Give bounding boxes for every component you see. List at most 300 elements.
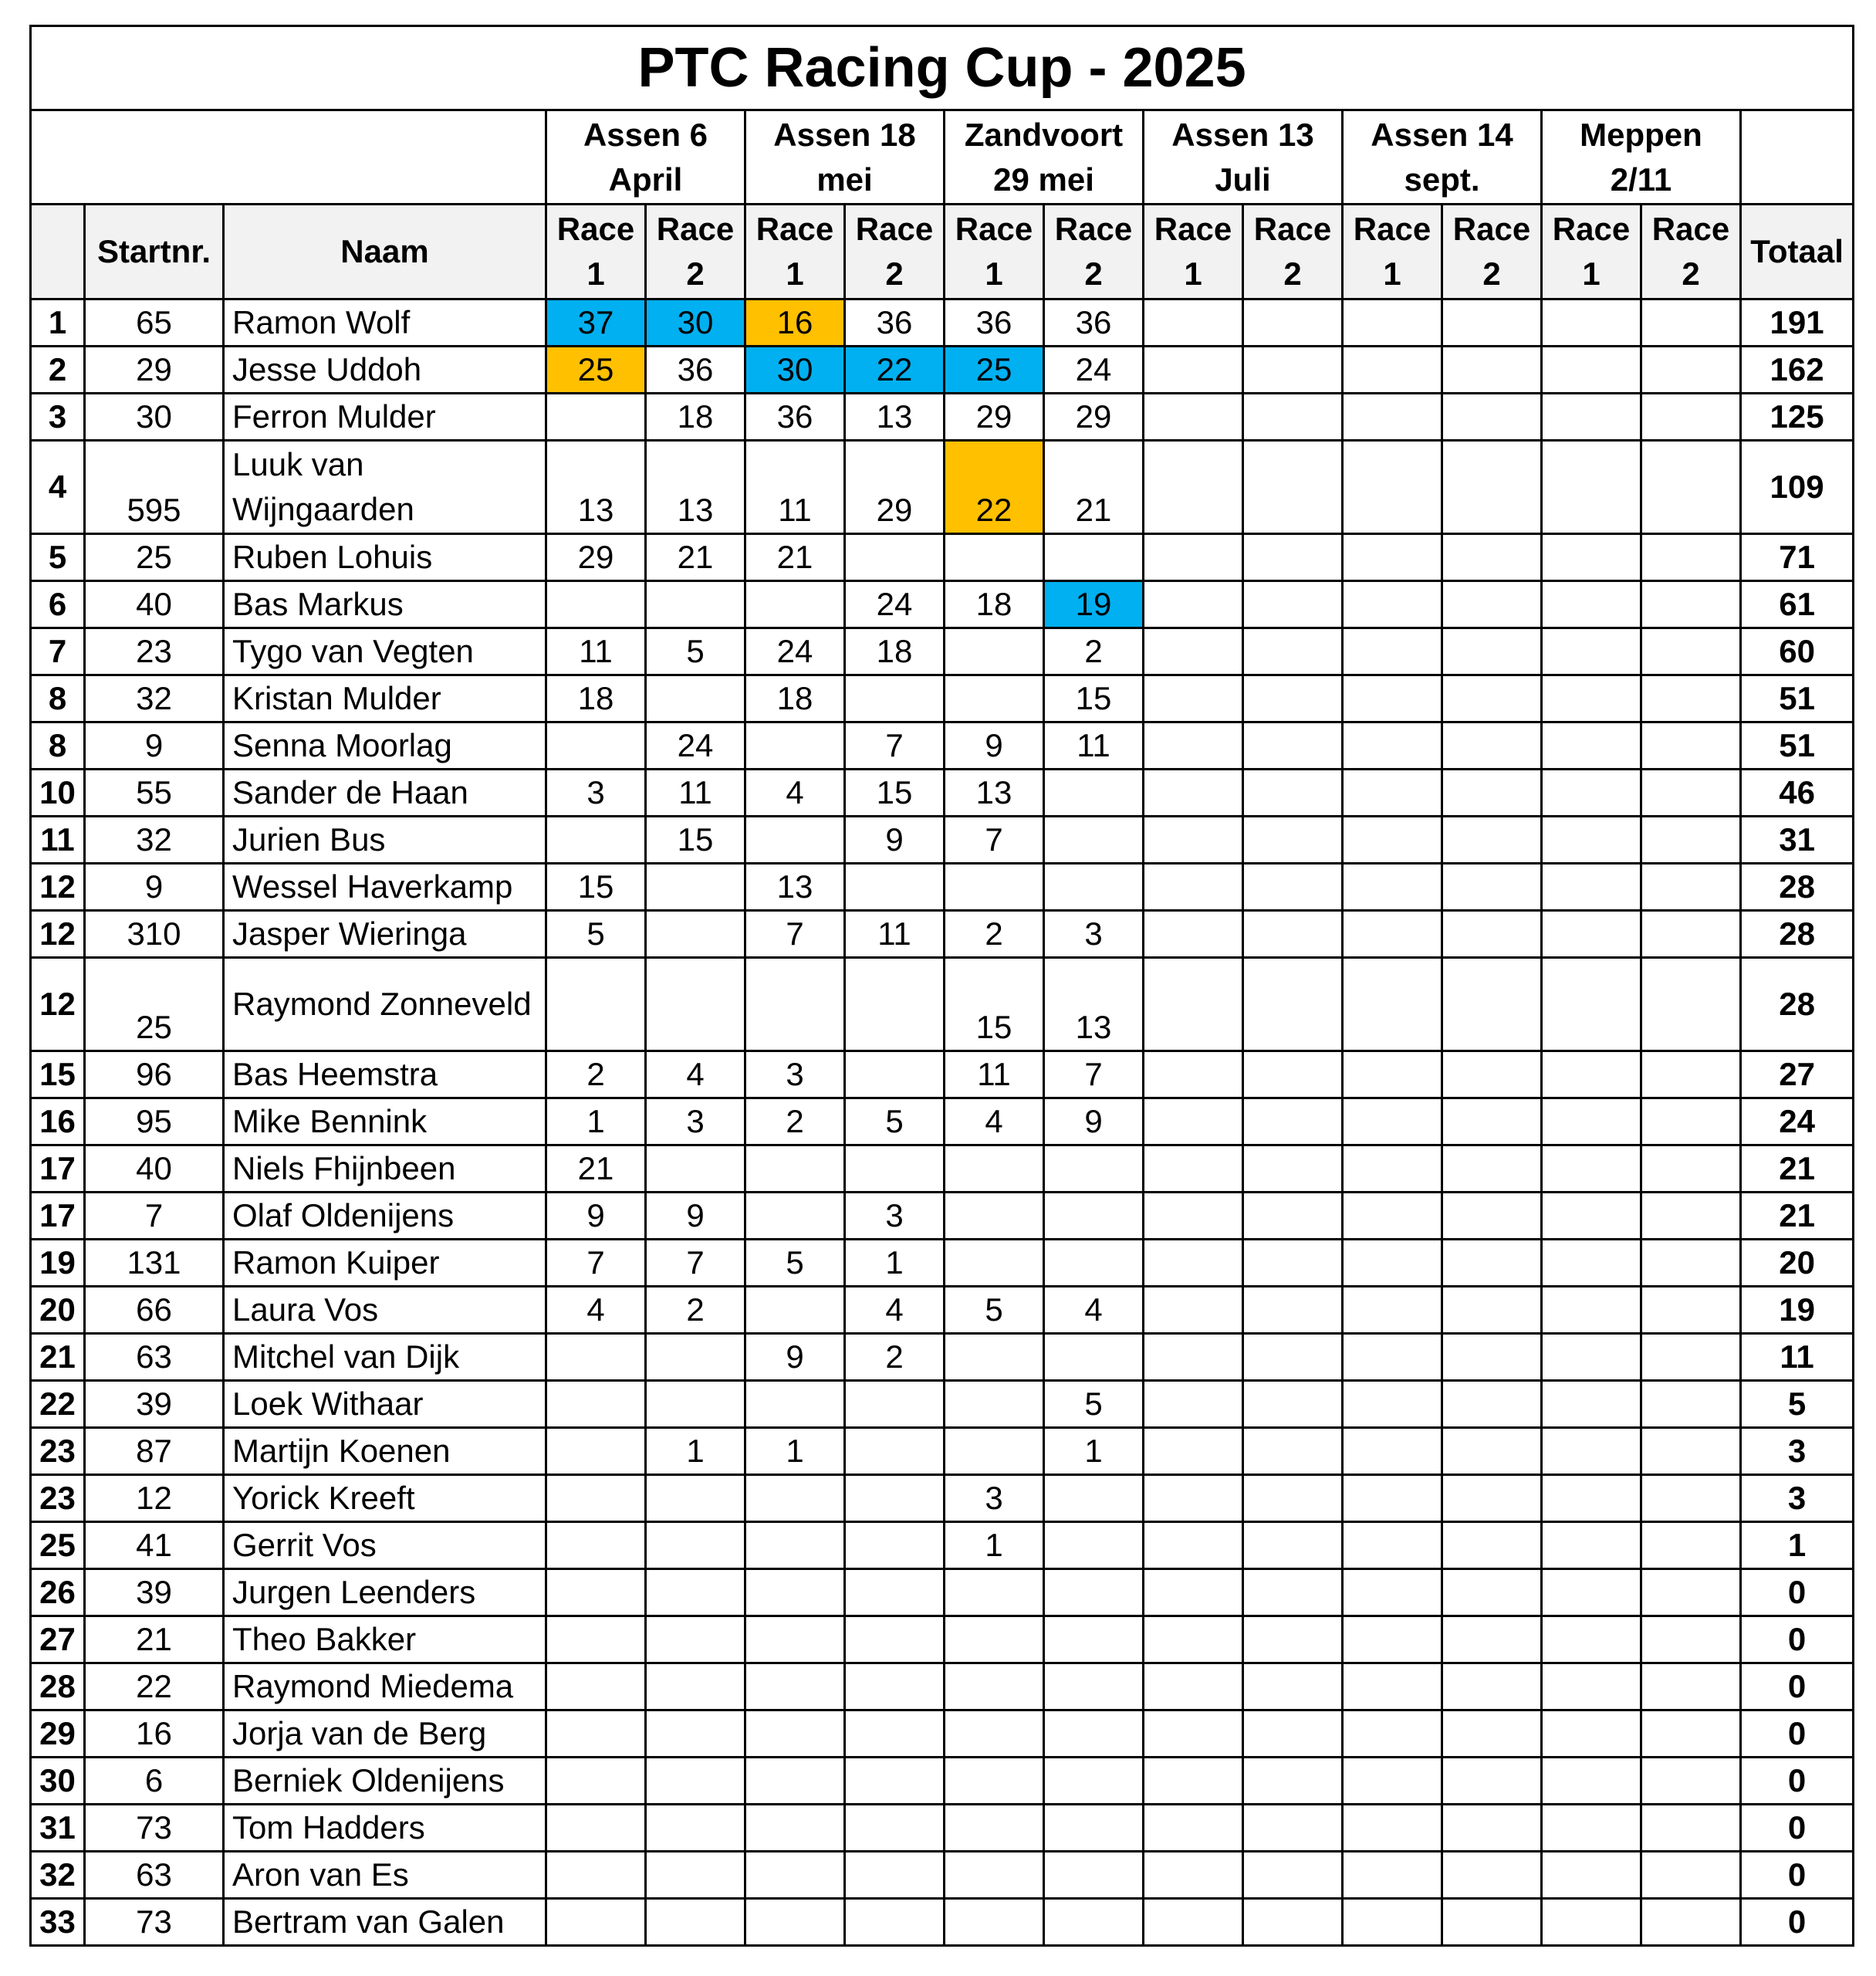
position-cell: 17: [31, 1145, 85, 1193]
score-cell: 9: [745, 1334, 845, 1381]
startnr-cell: 131: [85, 1240, 224, 1287]
score-cell: [546, 722, 646, 770]
race-number: 2: [1682, 255, 1700, 292]
score-cell: [945, 1193, 1044, 1240]
score-cell: 25: [546, 347, 646, 394]
position-cell: 4: [31, 441, 85, 534]
startnr-cell: 87: [85, 1428, 224, 1475]
score-cell: [1144, 817, 1243, 864]
startnr-cell: 32: [85, 675, 224, 722]
score-cell: [945, 534, 1044, 581]
score-cell: [1343, 628, 1442, 675]
score-cell: [1144, 628, 1243, 675]
score-cell: [1542, 394, 1641, 441]
score-cell: 11: [845, 911, 945, 958]
score-cell: [1144, 394, 1243, 441]
startnr-cell: 95: [85, 1098, 224, 1145]
score-cell: [646, 1710, 745, 1758]
score-cell: [1044, 1240, 1144, 1287]
score-cell: 4: [745, 770, 845, 817]
table-row: [31, 581, 1854, 628]
score-cell: [845, 534, 945, 581]
race-header-3-1: [1144, 205, 1243, 299]
score-cell: [1243, 1758, 1343, 1805]
score-cell: [1542, 1428, 1641, 1475]
score-cell: [646, 1616, 745, 1663]
score-cell: [1044, 534, 1144, 581]
score-cell: 5: [745, 1240, 845, 1287]
score-cell: [945, 1428, 1044, 1475]
score-cell: [646, 581, 745, 628]
score-cell: [1243, 1899, 1343, 1946]
score-cell: 36: [845, 299, 945, 347]
score-cell: [1144, 1569, 1243, 1616]
score-cell: [945, 1805, 1044, 1852]
total-cell: 46: [1741, 770, 1854, 817]
score-cell: [1243, 1334, 1343, 1381]
score-cell: [745, 722, 845, 770]
score-cell: 25: [945, 347, 1044, 394]
score-cell: 13: [945, 770, 1044, 817]
score-cell: 18: [745, 675, 845, 722]
score-cell: [745, 1569, 845, 1616]
score-cell: [1542, 864, 1641, 911]
score-cell: 2: [845, 1334, 945, 1381]
score-cell: [546, 1758, 646, 1805]
score-cell: [1641, 534, 1741, 581]
name-cell: Theo Bakker: [224, 1616, 546, 1663]
score-cell: [1243, 1616, 1343, 1663]
score-cell: [1144, 1098, 1243, 1145]
score-cell: [1641, 1663, 1741, 1710]
score-cell: 21: [1044, 441, 1144, 534]
score-cell: [1243, 675, 1343, 722]
event-name: Assen 18: [773, 116, 916, 153]
score-cell: [1442, 817, 1542, 864]
table-row: [31, 1616, 1854, 1663]
score-cell: [646, 1381, 745, 1428]
score-cell: [1442, 1522, 1542, 1569]
score-cell: [745, 1193, 845, 1240]
standings-body: [31, 299, 1854, 1946]
event-header-4: [1343, 110, 1542, 205]
total-cell: 27: [1741, 1051, 1854, 1098]
score-cell: 37: [546, 299, 646, 347]
score-cell: [1641, 299, 1741, 347]
score-cell: 13: [745, 864, 845, 911]
score-cell: [1442, 581, 1542, 628]
score-cell: [1243, 581, 1343, 628]
score-cell: [1243, 1663, 1343, 1710]
startnr-cell: 595: [85, 441, 224, 534]
score-cell: [1343, 1381, 1442, 1428]
score-cell: [1044, 1193, 1144, 1240]
score-cell: [1641, 1381, 1741, 1428]
score-cell: [1144, 1805, 1243, 1852]
score-cell: 11: [546, 628, 646, 675]
score-cell: 3: [845, 1193, 945, 1240]
table-row: [31, 722, 1854, 770]
score-cell: 2: [1044, 628, 1144, 675]
startnr-cell: 16: [85, 1710, 224, 1758]
event-date: 2/11: [1610, 161, 1672, 198]
score-cell: [1243, 1098, 1343, 1145]
score-cell: 1: [646, 1428, 745, 1475]
pos-header: [31, 205, 85, 299]
score-cell: [845, 1710, 945, 1758]
score-cell: [1144, 299, 1243, 347]
score-cell: [546, 1381, 646, 1428]
score-cell: 15: [945, 958, 1044, 1051]
table-row: [31, 1899, 1854, 1946]
score-cell: [1044, 1334, 1144, 1381]
total-cell: 0: [1741, 1663, 1854, 1710]
score-cell: [1343, 347, 1442, 394]
score-cell: [1442, 1569, 1542, 1616]
startnr-cell: 22: [85, 1663, 224, 1710]
score-cell: 18: [646, 394, 745, 441]
score-cell: [1343, 958, 1442, 1051]
startnr-cell: 25: [85, 958, 224, 1051]
score-cell: [1542, 1616, 1641, 1663]
score-cell: 1: [845, 1240, 945, 1287]
score-cell: 7: [646, 1240, 745, 1287]
race-number: 1: [1184, 255, 1202, 292]
score-cell: [1641, 1758, 1741, 1805]
score-cell: [1144, 1240, 1243, 1287]
startnr-cell: 23: [85, 628, 224, 675]
score-cell: 13: [1044, 958, 1144, 1051]
score-cell: [1144, 347, 1243, 394]
score-cell: [1144, 1710, 1243, 1758]
position-cell: 29: [31, 1710, 85, 1758]
score-cell: [1641, 1428, 1741, 1475]
score-cell: [1542, 1475, 1641, 1522]
score-cell: 29: [546, 534, 646, 581]
startnr-cell: 40: [85, 1145, 224, 1193]
score-cell: 18: [845, 628, 945, 675]
score-cell: [1442, 675, 1542, 722]
score-cell: 1: [745, 1428, 845, 1475]
score-cell: 5: [1044, 1381, 1144, 1428]
score-cell: [1243, 534, 1343, 581]
startnr-cell: 6: [85, 1758, 224, 1805]
race-label: Race: [855, 211, 934, 247]
score-cell: [1542, 1710, 1641, 1758]
startnr-cell: 55: [85, 770, 224, 817]
name-cell: Bertram van Galen: [224, 1899, 546, 1946]
score-cell: 9: [546, 1193, 646, 1240]
score-cell: [1442, 347, 1542, 394]
score-cell: 19: [1044, 581, 1144, 628]
score-cell: 7: [845, 722, 945, 770]
score-cell: [745, 1663, 845, 1710]
race-header-4-1: [1343, 205, 1442, 299]
event-header-blank: [31, 110, 546, 205]
score-cell: [1343, 1287, 1442, 1334]
score-cell: [845, 1569, 945, 1616]
score-cell: [1442, 1145, 1542, 1193]
score-cell: [1542, 1569, 1641, 1616]
score-cell: [1641, 1051, 1741, 1098]
score-cell: [745, 958, 845, 1051]
score-cell: 21: [646, 534, 745, 581]
total-cell: 20: [1741, 1240, 1854, 1287]
table-row: [31, 1569, 1854, 1616]
score-cell: 30: [646, 299, 745, 347]
score-cell: [945, 628, 1044, 675]
score-cell: [1044, 1475, 1144, 1522]
score-cell: [1144, 675, 1243, 722]
table-row: [31, 1098, 1854, 1145]
standings-sheet: [29, 25, 1852, 1947]
name-cell: Gerrit Vos: [224, 1522, 546, 1569]
score-cell: [1542, 534, 1641, 581]
startnr-cell: 25: [85, 534, 224, 581]
score-cell: [1343, 1710, 1442, 1758]
score-cell: [1044, 1569, 1144, 1616]
score-cell: [1343, 1522, 1442, 1569]
name-cell: Ramon Kuiper: [224, 1240, 546, 1287]
score-cell: [1641, 1193, 1741, 1240]
race-number: 2: [1283, 255, 1302, 292]
score-cell: 30: [745, 347, 845, 394]
race-label: Race: [955, 211, 1033, 247]
score-cell: [1641, 581, 1741, 628]
startnr-cell: 41: [85, 1522, 224, 1569]
total-cell: 3: [1741, 1475, 1854, 1522]
name-cell: Niels Fhijnbeen: [224, 1145, 546, 1193]
score-cell: [546, 1569, 646, 1616]
score-cell: [1044, 1522, 1144, 1569]
score-cell: [646, 1852, 745, 1899]
race-header-1-2: [845, 205, 945, 299]
table-row: [31, 1758, 1854, 1805]
totaal-header: Totaal: [1741, 205, 1854, 299]
score-cell: [845, 864, 945, 911]
score-cell: 11: [646, 770, 745, 817]
total-cell: 51: [1741, 722, 1854, 770]
score-cell: [1144, 1522, 1243, 1569]
total-cell: 0: [1741, 1616, 1854, 1663]
score-cell: [1442, 1193, 1542, 1240]
score-cell: [1542, 1663, 1641, 1710]
score-cell: 7: [1044, 1051, 1144, 1098]
startnr-cell: 66: [85, 1287, 224, 1334]
score-cell: [745, 1616, 845, 1663]
score-cell: 16: [745, 299, 845, 347]
score-cell: [1442, 770, 1542, 817]
name-cell: Luuk van Wijngaarden: [224, 441, 546, 534]
score-cell: [1044, 1663, 1144, 1710]
score-cell: [646, 1145, 745, 1193]
score-cell: [1243, 1428, 1343, 1475]
event-header-total-blank: [1741, 110, 1854, 205]
score-cell: 36: [1044, 299, 1144, 347]
score-cell: [1641, 1522, 1741, 1569]
score-cell: 3: [745, 1051, 845, 1098]
score-cell: 5: [646, 628, 745, 675]
score-cell: [1243, 1569, 1343, 1616]
score-cell: [1442, 1428, 1542, 1475]
score-cell: 4: [1044, 1287, 1144, 1334]
score-cell: [546, 817, 646, 864]
score-cell: [546, 1428, 646, 1475]
table-row: [31, 1710, 1854, 1758]
score-cell: [1243, 628, 1343, 675]
score-cell: [1343, 911, 1442, 958]
score-cell: [1641, 628, 1741, 675]
table-row: [31, 1334, 1854, 1381]
name-cell: Ruben Lohuis: [224, 534, 546, 581]
score-cell: [1542, 1098, 1641, 1145]
score-cell: 29: [1044, 394, 1144, 441]
score-cell: [845, 1758, 945, 1805]
score-cell: 36: [745, 394, 845, 441]
score-cell: [1442, 1758, 1542, 1805]
score-cell: [646, 1569, 745, 1616]
position-cell: 12: [31, 958, 85, 1051]
startnr-cell: 310: [85, 911, 224, 958]
score-cell: [1044, 1710, 1144, 1758]
total-cell: 28: [1741, 911, 1854, 958]
score-cell: 22: [845, 347, 945, 394]
score-cell: [1442, 441, 1542, 534]
position-cell: 33: [31, 1899, 85, 1946]
total-cell: 24: [1741, 1098, 1854, 1145]
score-cell: [945, 1569, 1044, 1616]
score-cell: [1542, 1522, 1641, 1569]
name-cell: Aron van Es: [224, 1852, 546, 1899]
score-cell: 18: [546, 675, 646, 722]
position-cell: 19: [31, 1240, 85, 1287]
score-cell: [1243, 1381, 1343, 1428]
position-cell: 16: [31, 1098, 85, 1145]
total-cell: 51: [1741, 675, 1854, 722]
score-cell: 2: [745, 1098, 845, 1145]
name-cell: Martijn Koenen: [224, 1428, 546, 1475]
score-cell: [1442, 958, 1542, 1051]
score-cell: [1442, 864, 1542, 911]
total-cell: 28: [1741, 864, 1854, 911]
position-cell: 10: [31, 770, 85, 817]
score-cell: [1442, 1475, 1542, 1522]
score-cell: [945, 1899, 1044, 1946]
name-cell: Laura Vos: [224, 1287, 546, 1334]
score-cell: [1144, 770, 1243, 817]
score-cell: [1144, 1334, 1243, 1381]
score-cell: [1641, 347, 1741, 394]
event-name: Assen 6: [583, 116, 708, 153]
race-label: Race: [1353, 211, 1432, 247]
score-cell: [1144, 1145, 1243, 1193]
score-cell: [1442, 1805, 1542, 1852]
total-cell: 0: [1741, 1805, 1854, 1852]
score-cell: [1144, 581, 1243, 628]
position-cell: 15: [31, 1051, 85, 1098]
score-cell: [1542, 1145, 1641, 1193]
score-cell: [1542, 299, 1641, 347]
score-cell: 7: [546, 1240, 646, 1287]
position-cell: 3: [31, 394, 85, 441]
startnr-cell: 63: [85, 1852, 224, 1899]
score-cell: [1044, 1805, 1144, 1852]
startnr-cell: 73: [85, 1899, 224, 1946]
score-cell: 5: [845, 1098, 945, 1145]
name-cell: Bas Heemstra: [224, 1051, 546, 1098]
score-cell: [1044, 1899, 1144, 1946]
score-cell: 7: [945, 817, 1044, 864]
total-cell: 1: [1741, 1522, 1854, 1569]
score-cell: [1243, 1805, 1343, 1852]
score-cell: [1641, 958, 1741, 1051]
startnr-cell: 30: [85, 394, 224, 441]
score-cell: [1641, 1569, 1741, 1616]
score-cell: [945, 1381, 1044, 1428]
score-cell: 15: [845, 770, 945, 817]
score-cell: [546, 1334, 646, 1381]
score-cell: [745, 1852, 845, 1899]
race-number: 1: [786, 255, 804, 292]
score-cell: [1144, 1899, 1243, 1946]
score-cell: [1641, 911, 1741, 958]
score-cell: [1144, 441, 1243, 534]
score-cell: [1542, 581, 1641, 628]
event-name: Zandvoort: [964, 116, 1124, 153]
score-cell: [745, 1522, 845, 1569]
score-cell: [1542, 911, 1641, 958]
score-cell: 7: [745, 911, 845, 958]
score-cell: [1542, 958, 1641, 1051]
total-cell: 61: [1741, 581, 1854, 628]
score-cell: 13: [546, 441, 646, 534]
score-cell: [1243, 1710, 1343, 1758]
table-row: [31, 1287, 1854, 1334]
score-cell: [1442, 1616, 1542, 1663]
total-cell: 28: [1741, 958, 1854, 1051]
score-cell: [945, 1758, 1044, 1805]
event-name: Assen 14: [1371, 116, 1513, 153]
table-row: [31, 817, 1854, 864]
startnr-cell: 7: [85, 1193, 224, 1240]
score-cell: [1343, 1758, 1442, 1805]
score-cell: [646, 1805, 745, 1852]
score-cell: 1: [1044, 1428, 1144, 1475]
score-cell: [546, 1852, 646, 1899]
position-cell: 32: [31, 1852, 85, 1899]
table-row: [31, 1193, 1854, 1240]
position-cell: 17: [31, 1193, 85, 1240]
score-cell: [1144, 864, 1243, 911]
event-date: Juli: [1215, 161, 1271, 198]
score-cell: 13: [646, 441, 745, 534]
score-cell: [1343, 1663, 1442, 1710]
score-cell: [1442, 1852, 1542, 1899]
name-cell: Bas Markus: [224, 581, 546, 628]
table-row: [31, 394, 1854, 441]
score-cell: 15: [1044, 675, 1144, 722]
score-cell: 3: [1044, 911, 1144, 958]
score-cell: [1542, 817, 1641, 864]
score-cell: [1243, 864, 1343, 911]
table-row: [31, 1475, 1854, 1522]
table-row: [31, 770, 1854, 817]
score-cell: [1542, 441, 1641, 534]
name-cell: Berniek Oldenijens: [224, 1758, 546, 1805]
score-cell: [546, 1899, 646, 1946]
score-cell: [1044, 1145, 1144, 1193]
position-cell: 8: [31, 675, 85, 722]
